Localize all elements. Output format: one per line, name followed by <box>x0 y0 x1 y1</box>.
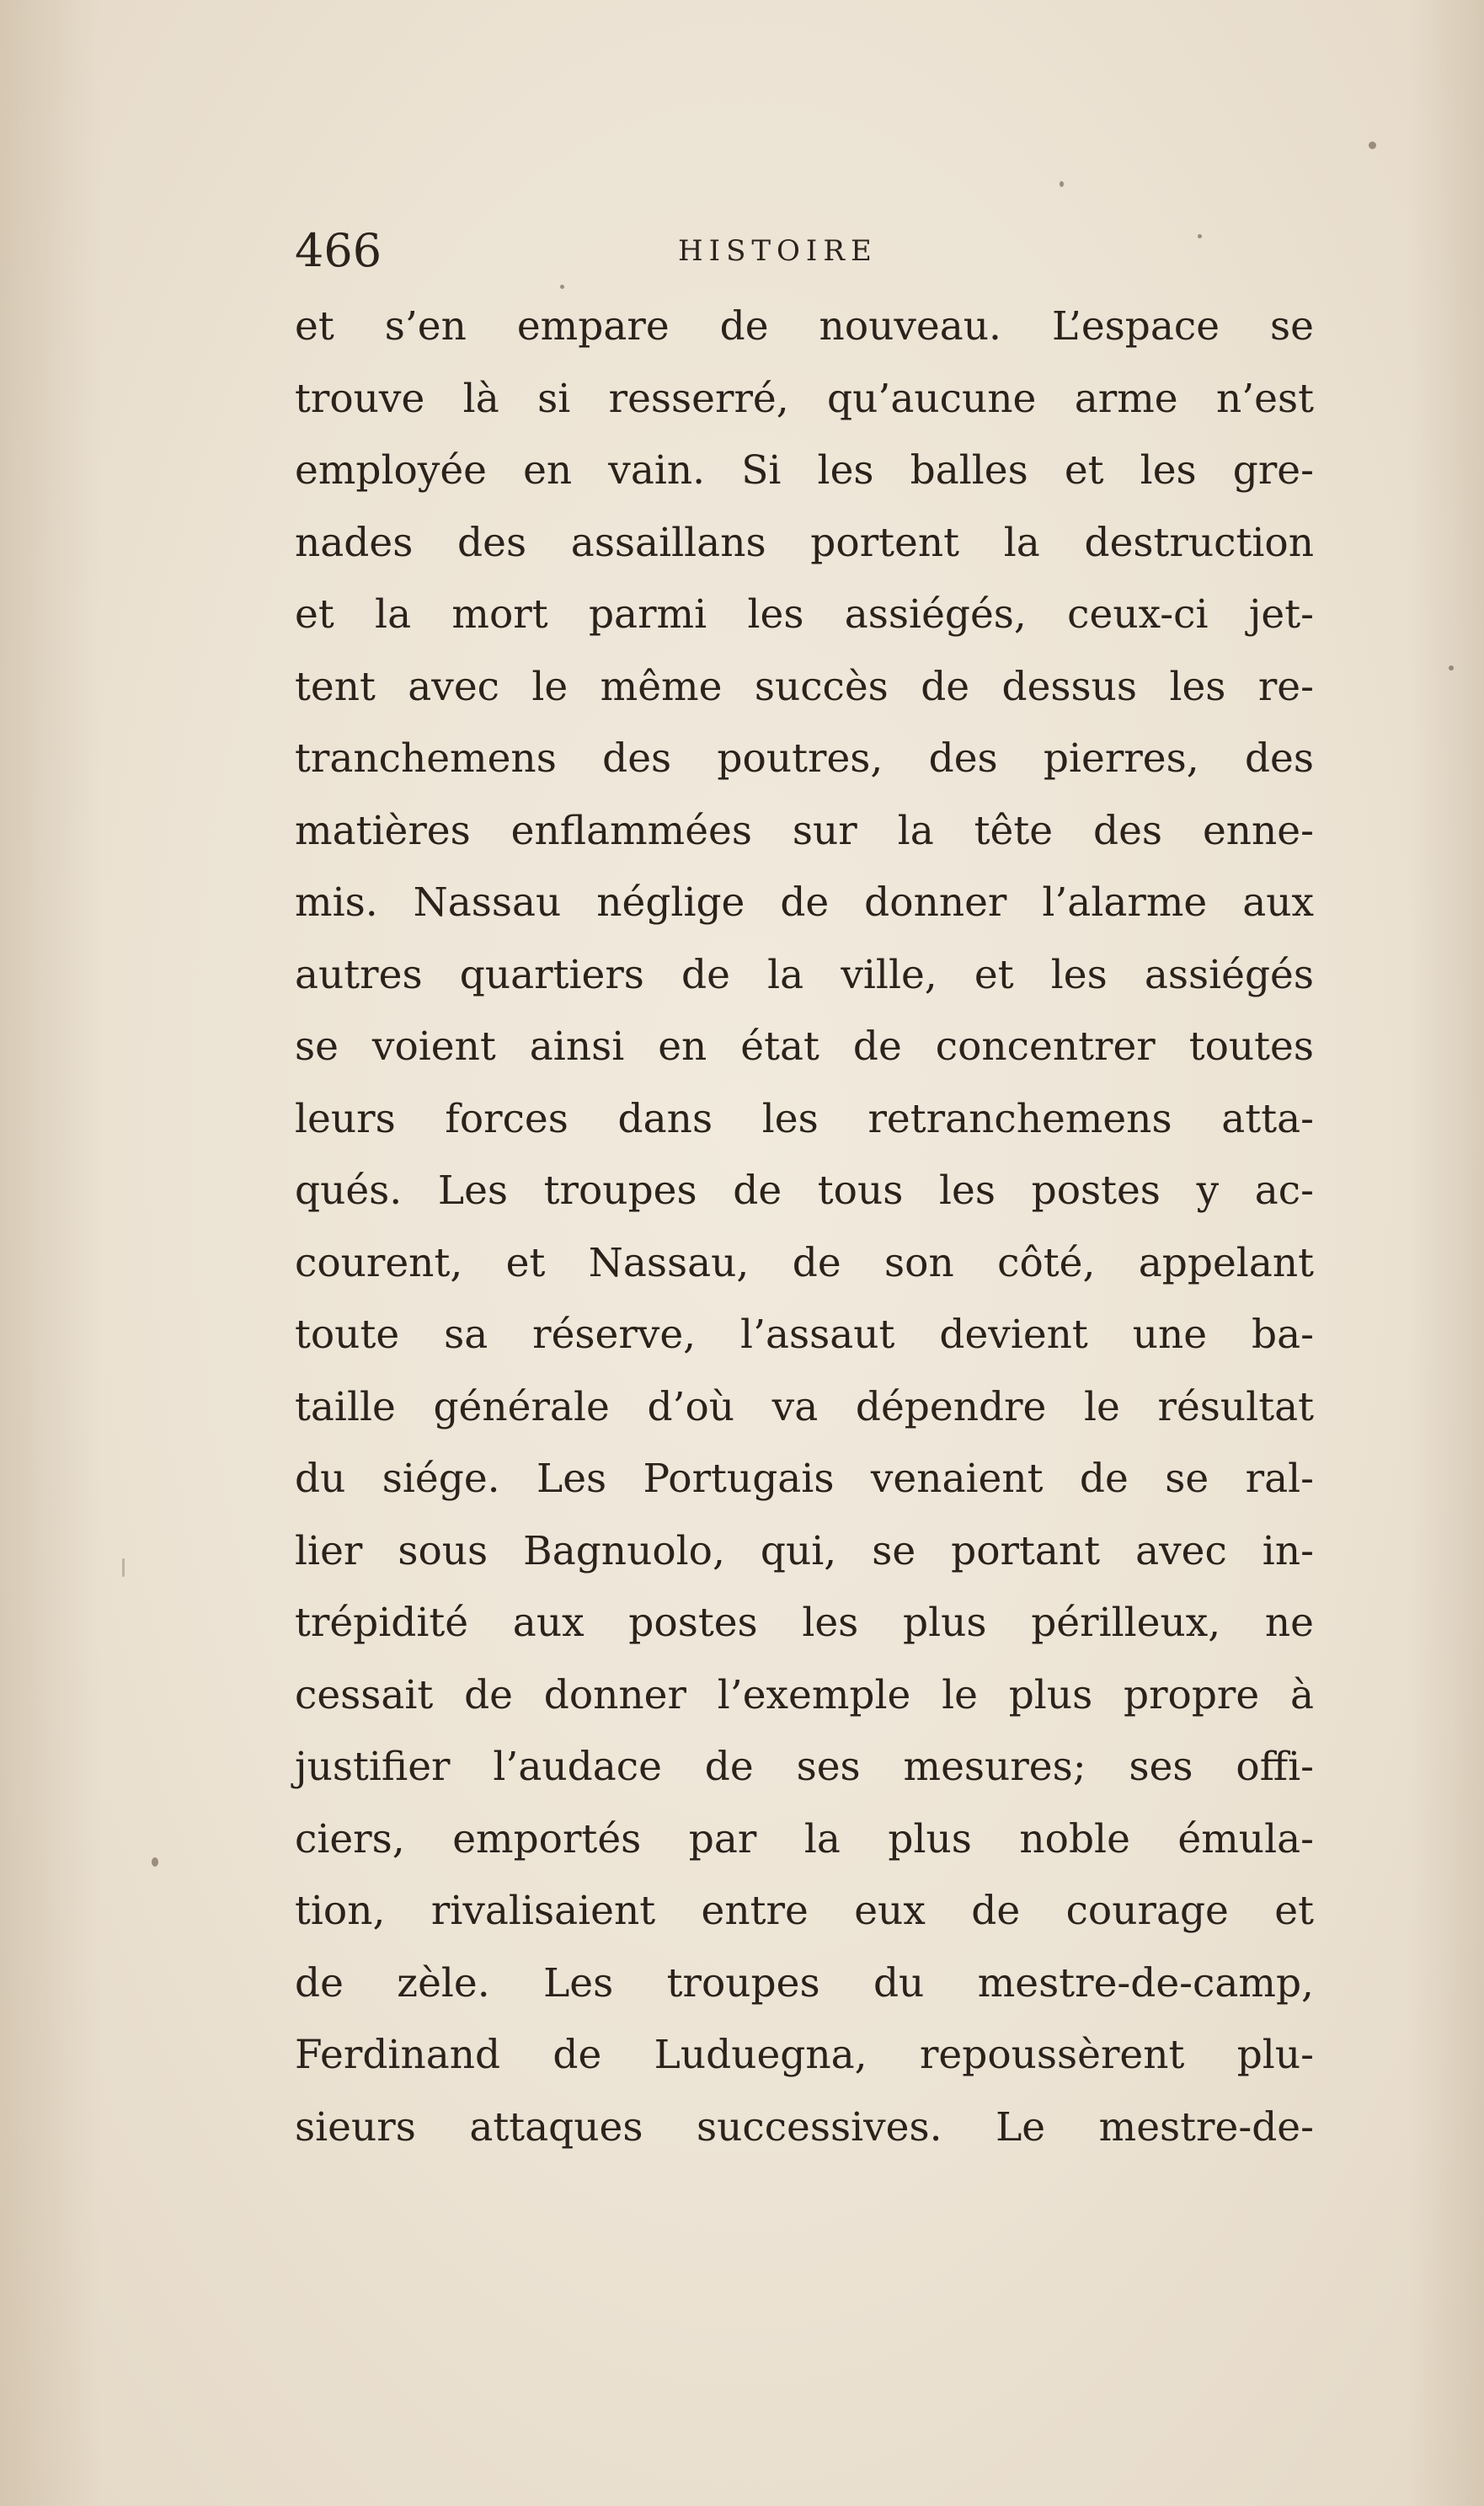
text-line: tent avec le même succès de dessus les re- <box>295 663 1314 710</box>
text-line: leurs forces dans les retranchemens atta- <box>295 1095 1314 1142</box>
text-line: trépidité aux postes les plus périlleux, ne <box>295 1600 1314 1646</box>
paper-speck <box>1449 665 1454 671</box>
text-line: nades des assaillans portent la destruction <box>295 519 1314 566</box>
text-line: se voient ainsi en état de concentrer toutes <box>295 1023 1314 1070</box>
text-line: qués. Les troupes de tous les postes y ac- <box>295 1168 1314 1214</box>
text-line: courent, et Nassau, de son côté, appelant <box>295 1239 1314 1286</box>
text-line: Ferdinand de Luduegna, repoussèrent plu- <box>295 2032 1314 2078</box>
text-line: du siége. Les Portugais venaient de se ral- <box>295 1456 1314 1502</box>
text-line: autres quartiers de la ville, et les assiégés <box>295 951 1314 998</box>
text-line: employée en vain. Si les balles et les gre- <box>295 447 1314 494</box>
paper-speck <box>1060 181 1064 187</box>
text-line: mis. Nassau néglige de donner l’alarme aux <box>295 879 1314 926</box>
page-number: 466 <box>295 224 382 277</box>
text-line: toute sa réserve, l’assaut devient une ba- <box>295 1312 1314 1358</box>
text-line: taille générale d’où va dépendre le résultat <box>295 1383 1314 1430</box>
body-text <box>295 291 1314 2163</box>
paper-speck <box>122 1558 125 1577</box>
paper-speck <box>152 1857 158 1867</box>
text-line: justifier l’audace de ses mesures; ses offi- <box>295 1744 1314 1790</box>
text-line: et s’en empare de nouveau. L’espace se <box>295 303 1314 350</box>
page-header <box>295 224 1305 291</box>
text-line: cessait de donner l’exemple le plus propre à <box>295 1671 1314 1718</box>
text-line: lier sous Bagnuolo, qui, se portant avec in- <box>295 1527 1314 1574</box>
running-head: HISTOIRE <box>678 234 878 268</box>
text-line: de zèle. Les troupes du mestre-de-camp, <box>295 1959 1314 2006</box>
text-line: matières enflammées sur la tête des enne- <box>295 807 1314 854</box>
text-line: trouve là si resserré, qu’aucune arme n’est <box>295 375 1314 422</box>
gutter-shadow <box>0 0 101 2506</box>
text-line: et la mort parmi les assiégés, ceux-ci jet- <box>295 591 1314 638</box>
page-edge-shadow <box>1408 0 1484 2506</box>
text-line: ciers, emportés par la plus noble émula- <box>295 1815 1314 1862</box>
text-line: tion, rivalisaient entre eux de courage et <box>295 1888 1314 1934</box>
text-line: sieurs attaques successives. Le mestre-de- <box>295 2103 1314 2151</box>
paper-speck <box>1369 142 1376 149</box>
text-line: tranchemens des poutres, des pierres, des <box>295 735 1314 782</box>
